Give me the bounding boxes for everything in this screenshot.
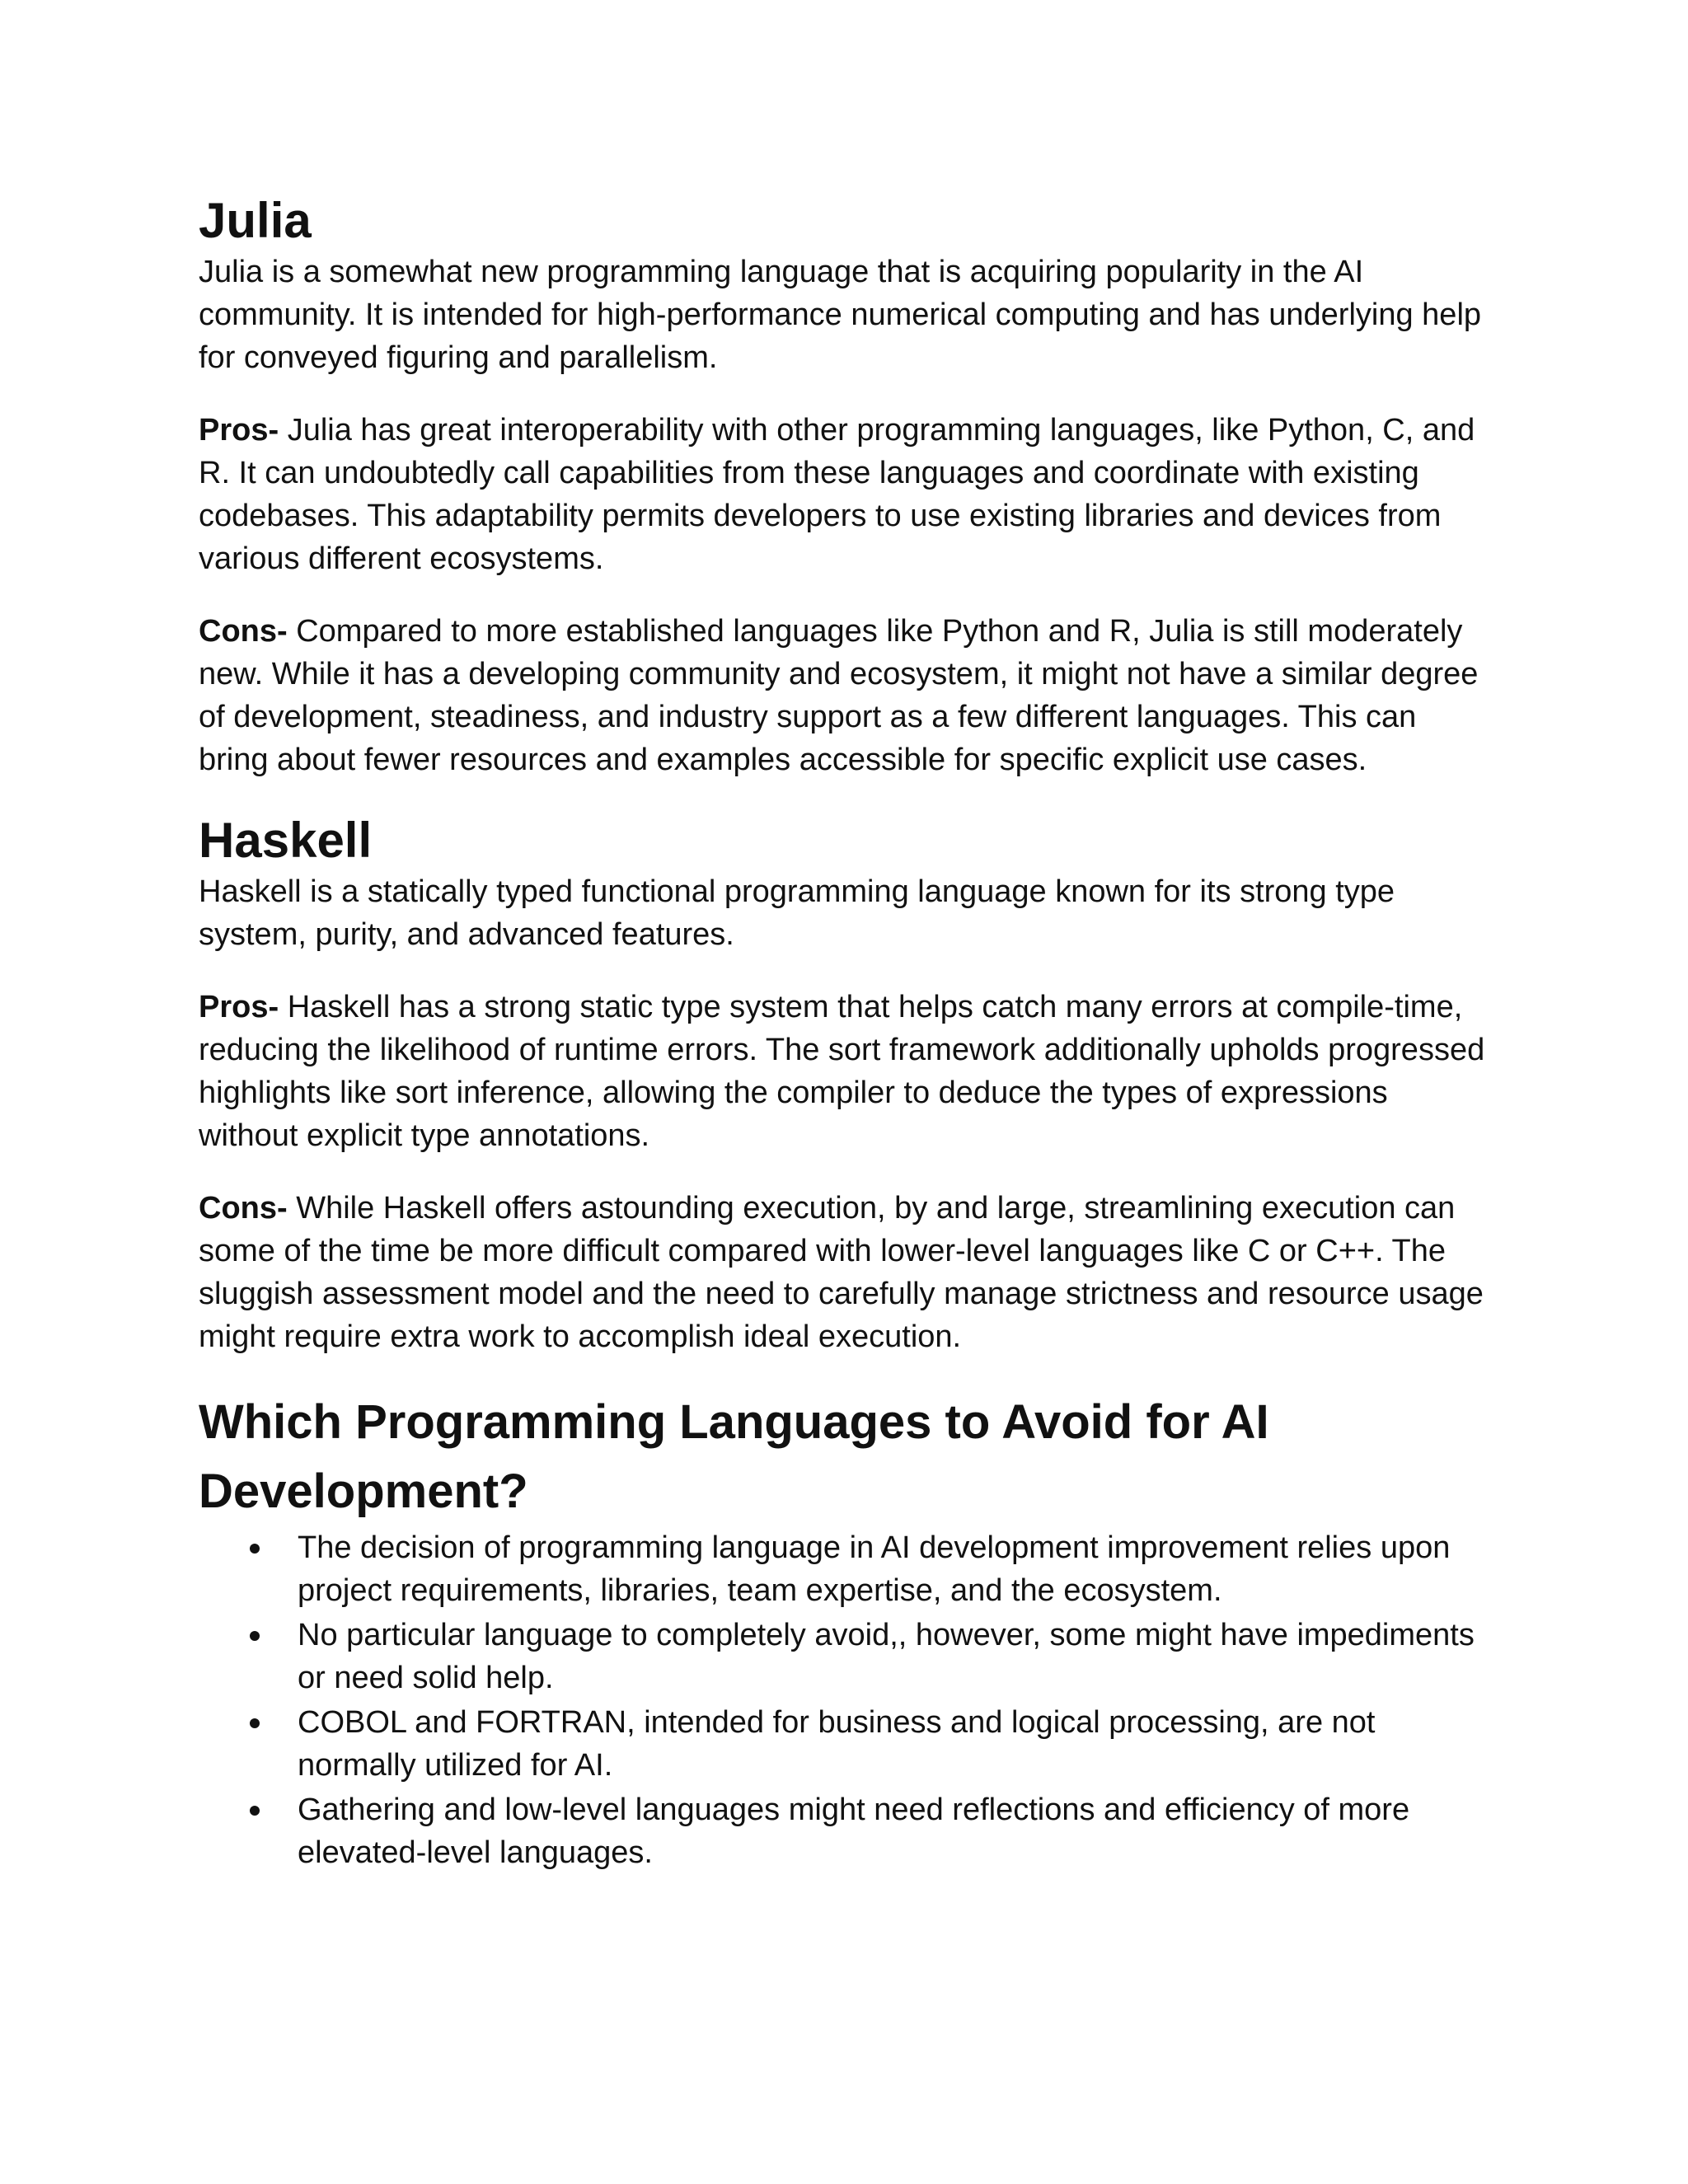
document-page: [199, 191, 1493, 1876]
haskell-pros-text: Haskell has a strong static type system that helps catch many errors at compile-time, reducing the likelihood of runtime errors. The sort framework additionally upholds progressed highlights like sort inference, allowing the compiler to deduce the types of expressions without explicit type annotations.: [199, 990, 1485, 1153]
haskell-cons-text: While Haskell offers astounding execution, by and large, streamlining execution can some of the time be more difficult compared with lower-level languages like C or C++. The sluggish assessment model and the need to carefully manage strictness and resource usage might require extra work to accomplish ideal execution.: [199, 1191, 1484, 1354]
avoid-section: [199, 1388, 1493, 1874]
list-item: [199, 1701, 1493, 1787]
julia-pros-label: Pros-: [199, 413, 279, 448]
bullet-icon: [250, 1806, 260, 1816]
julia-section: [199, 191, 1493, 781]
list-item: [199, 1526, 1493, 1612]
list-item: [199, 1788, 1493, 1874]
haskell-pros-label: Pros-: [199, 990, 279, 1024]
bullet-icon: [250, 1544, 260, 1554]
bullet-icon: [250, 1718, 260, 1728]
julia-heading: Julia: [199, 193, 312, 248]
list-item: [199, 1614, 1493, 1699]
julia-cons-label: Cons-: [199, 614, 288, 649]
list-item-text: The decision of programming language in AI development improvement relies upon project requirements, libraries, team expertise, and the ecosystem.: [298, 1530, 1451, 1608]
bullet-icon: [250, 1631, 260, 1641]
julia-cons-text: Compared to more established languages like Python and R, Julia is still moderately new. While it has a developing community and ecosystem, it might not have a similar degree of development, steadiness, and industry support as a few different languages. This can bring about fewer resources and examples accessible for specific explicit use cases.: [199, 614, 1479, 777]
avoid-heading: Which Programming Languages to Avoid for AI Development?: [199, 1395, 1269, 1518]
julia-pros-text: Julia has great interoperability with other programming languages, like Python, C, and R. It can undoubtedly call capabilities from these languages and coordinate with existing codebases. This adaptability permits developers to use existing libraries and devices from various different ecosystems.: [199, 413, 1475, 576]
julia-intro: Julia is a somewhat new programming language that is acquiring popularity in the AI community. It is intended for high-performance numerical computing and has underlying help for conveyed figuring and parallelism.: [199, 255, 1482, 375]
haskell-heading: Haskell: [199, 813, 373, 868]
list-item-text: Gathering and low-level languages might need reflections and efficiency of more elevated-level languages.: [298, 1793, 1410, 1870]
haskell-pros: [199, 986, 1493, 1157]
julia-cons: [199, 610, 1493, 781]
haskell-cons: [199, 1187, 1493, 1358]
avoid-bullet-list: [199, 1526, 1493, 1874]
haskell-intro: Haskell is a statically typed functional programming language known for its strong type system, purity, and advanced features.: [199, 874, 1395, 952]
list-item-text: No particular language to completely avoid,, however, some might have impediments or need solid help.: [298, 1618, 1475, 1695]
haskell-cons-label: Cons-: [199, 1191, 288, 1226]
julia-pros: [199, 409, 1493, 580]
list-item-text: COBOL and FORTRAN, intended for business and logical processing, are not normally utilized for AI.: [298, 1705, 1376, 1783]
haskell-section: [199, 811, 1493, 1358]
